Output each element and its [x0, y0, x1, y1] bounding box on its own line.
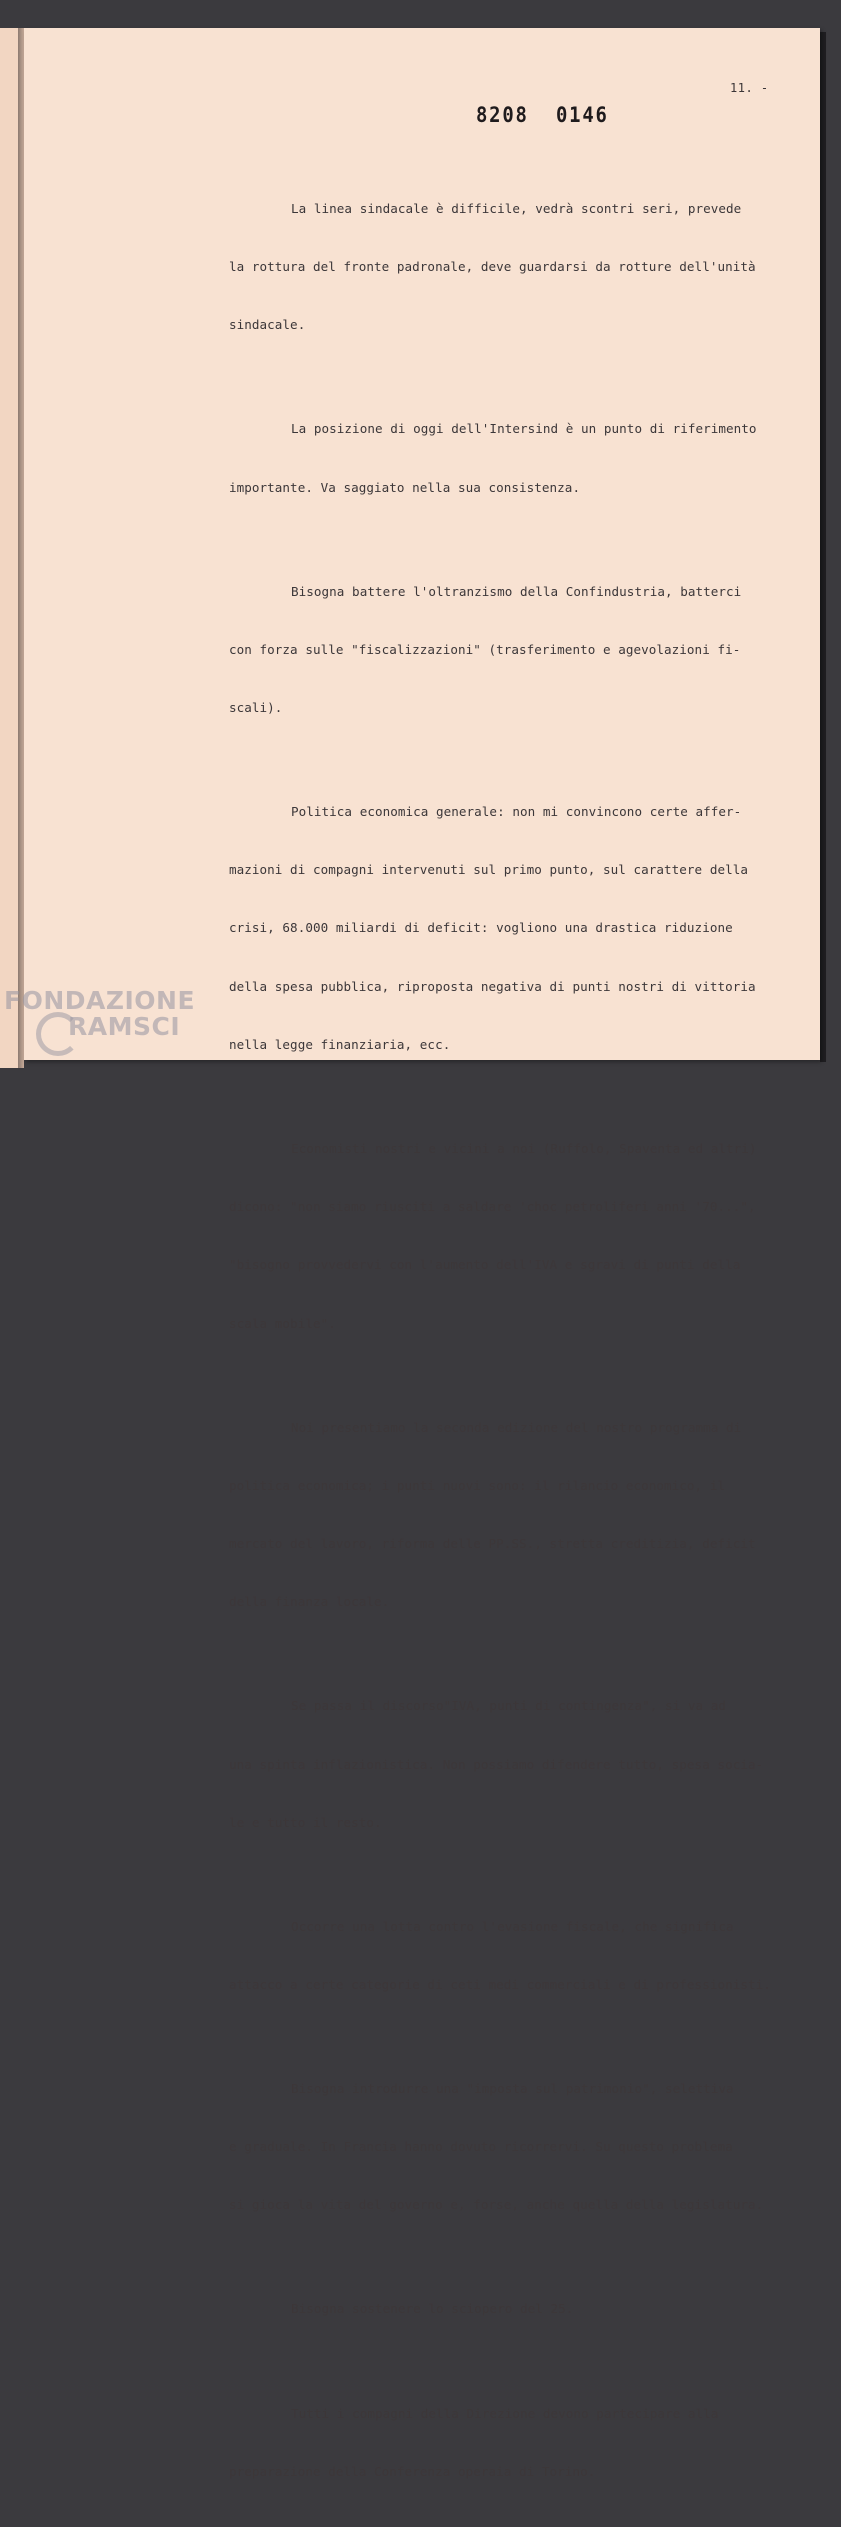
text-line: La linea sindacale è difficile, vedrà scontri seri, prevede: [291, 200, 742, 216]
text-line: mazioni di compagni intervenuti sul primo punto, sul carattere della: [229, 862, 748, 878]
text-line: "bisogno provvedervi con l'aumento dell'IVA e sgravi di punti della: [229, 1257, 741, 1273]
fondazione-gramsci-watermark: [4, 988, 195, 1040]
text-line: attacco a certe categorie di ceti medi commerciali e di professionisti.: [229, 1976, 771, 1992]
text-line: Noi presentiamo la seconda edizione del nostro programma di: [291, 1419, 742, 1435]
text-line: scali).: [229, 699, 283, 715]
text-line: e graduale. In Francia hanno dovuto ricorrervi. Su questo problema: [229, 2139, 733, 2155]
text-line: mercato del lavoro, riforma delle PP.SS., stretta creditizia, deficit: [229, 1536, 756, 1552]
gramsci-g-logo-icon: [36, 1012, 80, 1056]
text-line: crisi, 68.000 miliardi di deficit: vogliono una drastica riduzione: [229, 920, 733, 936]
archive-stamp-code-1: 8208: [476, 103, 529, 127]
text-line: dicono: "non siamo riusciti a saldare 'choc petroliferi anni '70...",: [229, 1199, 756, 1215]
paragraph-9: [229, 2040, 789, 2253]
text-line: La posizione di oggi dell'Intersind è un punto di riferimento: [291, 421, 757, 437]
left-page-edge: [0, 28, 18, 1068]
text-line: Bisogna introdurre una "imposta sul patrimonio", selettiva: [291, 2081, 734, 2096]
paragraph-2: [229, 380, 789, 535]
archive-stamp-code-2: 0146: [556, 103, 609, 127]
page-number: 11. -: [730, 81, 769, 95]
text-line: politica economica; i punti nuovi sono: il rilancio economico, il: [229, 1477, 726, 1493]
text-line: con forza sulle "fiscalizzazioni" (trasferimento e agevolazioni fi-: [229, 641, 741, 657]
text-line: Tutti i compagni della Direzione devono partecipare alla: [291, 2405, 719, 2421]
text-line: Se passa il discorso"IVA, punti di contingenza", si va ad: [291, 1698, 727, 1714]
paragraph-6: [229, 1379, 789, 1651]
text-line: la rottura del fronte padronale, deve guardarsi da rotture dell'unità: [229, 259, 756, 275]
watermark-line-1: FONDAZIONE: [4, 986, 196, 1015]
text-line: importante. Va saggiato nella sua consistenza.: [229, 479, 581, 495]
text-line: della finanza locale.: [229, 1594, 390, 1610]
paragraph-3: [229, 543, 789, 756]
text-line: nella legge finanziaria, ecc.: [229, 1036, 451, 1052]
text-line: Bisogna battere l'oltranzismo della Confindustria, batterci: [291, 583, 742, 599]
text-line: preparazione della Conferenza operaia di Torino.: [229, 2463, 596, 2479]
paragraph-4: [229, 763, 789, 1093]
text-line: della spesa pubblica, riproposta negativa di punti nostri di vittoria: [229, 978, 756, 994]
text-line: Economisti nostri e vicini a noi (Ruffolo, Spaventa ed altri): [291, 1140, 757, 1156]
text-line: le e tutto il resto.: [229, 1814, 382, 1830]
paragraph-8: [229, 1878, 789, 2033]
paragraph-1: [229, 160, 789, 373]
text-line: Politica economica generale: non mi convincono certe affer-: [291, 804, 742, 819]
text-line: scala mobile".: [229, 1315, 336, 1331]
text-line: Occorre una lotta contro l'evasione fiscale, che significa: [291, 1918, 734, 1934]
paragraph-7: [229, 1657, 789, 1870]
paragraph-5: [229, 1100, 789, 1372]
paragraph-10: [229, 2261, 789, 2358]
watermark-line-2: RAMSCI: [68, 1012, 181, 1041]
paragraph-11: [229, 2365, 789, 2520]
text-line: si gioca la vita del governo e, forse, anche quella della legislatura.: [229, 2197, 764, 2213]
text-line: una spinta inflazionistica. Non possiamo difendere tutto, spesa socia-: [229, 1756, 764, 1772]
document-body: [229, 160, 789, 2527]
text-line: sindacale.: [229, 317, 306, 333]
text-line: Bisogna sostenere lo sciopero del 25.: [291, 2301, 574, 2317]
page-right-edge: [820, 32, 826, 1062]
